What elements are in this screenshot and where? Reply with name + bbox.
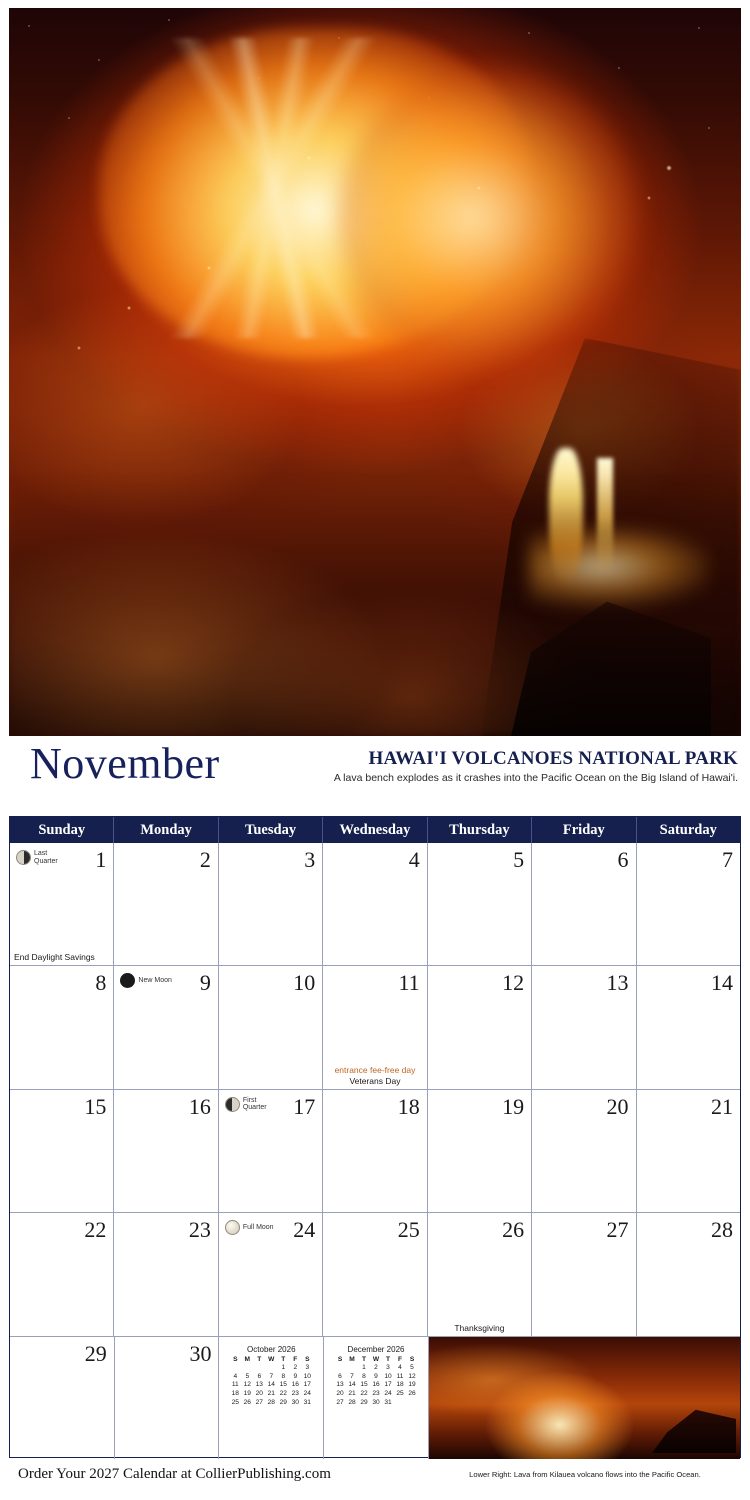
day-cell[interactable] xyxy=(219,966,323,1088)
mini-day: 1 xyxy=(362,1364,366,1372)
mini-month-december xyxy=(324,1337,429,1459)
day-number: 27 xyxy=(606,1217,629,1243)
mini-day: 20 xyxy=(255,1390,263,1397)
moon-label: New Moon xyxy=(138,977,172,985)
day-cell[interactable] xyxy=(114,1213,218,1335)
mini-day: 10 xyxy=(384,1372,392,1380)
day-number: 3 xyxy=(304,847,316,872)
mini-day: 8 xyxy=(362,1372,366,1380)
event-label-thanksgiving: Thanksgiving xyxy=(454,1322,505,1333)
week-row xyxy=(10,1090,740,1213)
week-row xyxy=(10,966,740,1089)
mini-dow: M xyxy=(244,1355,251,1363)
mini-day: 28 xyxy=(267,1398,275,1406)
mini-day xyxy=(241,1364,253,1373)
day-cell[interactable] xyxy=(323,1090,427,1212)
mini-day: 24 xyxy=(303,1390,311,1397)
mini-day: 15 xyxy=(279,1381,287,1389)
day-cell[interactable] xyxy=(323,843,427,965)
day-number: 14 xyxy=(710,970,733,996)
mini-day: 4 xyxy=(233,1372,238,1380)
day-number: 23 xyxy=(188,1217,211,1243)
day-cell[interactable] xyxy=(428,966,532,1088)
bottom-photo-caption: Lower Right: Lava from Kilauea volcano flows into the Pacific Ocean. xyxy=(469,1470,701,1479)
mini-day: 27 xyxy=(255,1398,263,1406)
day-number: 13 xyxy=(606,970,629,996)
day-cell[interactable] xyxy=(428,1213,532,1335)
moon-icon xyxy=(16,850,31,865)
dow-saturday: Saturday xyxy=(659,822,717,838)
mini-dow: T xyxy=(386,1355,391,1363)
dow-monday: Monday xyxy=(114,817,218,843)
dow-friday: Friday xyxy=(532,817,636,843)
mini-day: 22 xyxy=(360,1390,368,1397)
mini-month-table xyxy=(334,1356,418,1408)
month-title: November xyxy=(30,739,220,788)
mini-day: 5 xyxy=(410,1364,414,1372)
day-cell[interactable] xyxy=(428,1090,532,1212)
calendar-weeks xyxy=(10,843,740,1459)
mini-day: 3 xyxy=(305,1364,310,1372)
park-name: HAWAI'I VOLCANOES NATIONAL PARK xyxy=(368,748,738,769)
day-number: 11 xyxy=(398,970,420,996)
day-number: 5 xyxy=(513,847,525,872)
mini-dow: F xyxy=(293,1355,298,1363)
mini-day: 23 xyxy=(291,1390,299,1397)
mini-calendar xyxy=(219,1345,323,1408)
mini-day: 24 xyxy=(384,1390,392,1397)
mini-day: 16 xyxy=(291,1381,299,1389)
lava-ocean-thumbnail xyxy=(429,1337,740,1459)
day-cell[interactable] xyxy=(323,1213,427,1335)
mini-day: 13 xyxy=(336,1381,344,1389)
mini-day: 12 xyxy=(243,1381,251,1389)
mini-month-title: December 2026 xyxy=(347,1344,405,1354)
day-cell[interactable] xyxy=(10,1337,115,1459)
mini-dow: M xyxy=(349,1355,355,1363)
mini-day xyxy=(253,1364,265,1373)
mini-dow: W xyxy=(268,1355,275,1363)
mini-day: 9 xyxy=(293,1372,298,1380)
moon-label: First Quarter xyxy=(242,1096,267,1112)
mini-day: 29 xyxy=(360,1398,368,1406)
mini-day: 18 xyxy=(396,1381,404,1389)
day-cell[interactable] xyxy=(114,966,218,1088)
mini-day: 12 xyxy=(408,1372,416,1380)
mini-day: 23 xyxy=(372,1390,380,1397)
moon-icon xyxy=(225,1220,240,1235)
day-number: 28 xyxy=(710,1217,733,1243)
day-number: 6 xyxy=(617,847,629,872)
day-number: 26 xyxy=(502,1217,525,1243)
day-number: 18 xyxy=(397,1093,420,1119)
day-cell[interactable] xyxy=(637,1090,740,1212)
mini-day: 2 xyxy=(374,1364,378,1372)
mini-day: 26 xyxy=(408,1390,416,1397)
mini-day: 25 xyxy=(231,1398,239,1406)
day-number: 8 xyxy=(95,970,107,996)
day-cell[interactable] xyxy=(532,1090,636,1212)
mini-day xyxy=(334,1364,346,1373)
day-cell[interactable] xyxy=(115,1337,220,1459)
mini-day: 17 xyxy=(303,1381,311,1389)
dow-wednesday: Wednesday xyxy=(323,817,427,843)
mini-day xyxy=(229,1364,241,1373)
mini-day: 4 xyxy=(398,1364,402,1372)
mini-day: 9 xyxy=(374,1372,378,1380)
day-cell[interactable] xyxy=(532,1213,636,1335)
mini-day: 31 xyxy=(303,1398,311,1406)
day-cell[interactable] xyxy=(637,843,740,965)
mini-month-title: October 2026 xyxy=(247,1344,296,1354)
mini-day xyxy=(406,1399,418,1408)
mini-dow: S xyxy=(337,1355,343,1363)
day-cell[interactable] xyxy=(219,1213,323,1335)
mini-day: 14 xyxy=(348,1381,356,1389)
day-number: 4 xyxy=(408,847,420,872)
main-photo xyxy=(9,8,741,736)
mini-day: 30 xyxy=(291,1398,299,1406)
week-row xyxy=(10,1213,740,1336)
day-number: 2 xyxy=(199,847,211,872)
calendar-header xyxy=(0,739,750,808)
mini-dow: S xyxy=(233,1355,238,1363)
day-number: 30 xyxy=(189,1340,212,1366)
mini-day: 2 xyxy=(293,1364,298,1372)
mini-day: 8 xyxy=(281,1372,286,1380)
dow-thursday: Thursday xyxy=(428,817,532,843)
mini-day: 6 xyxy=(338,1372,342,1380)
day-cell[interactable] xyxy=(323,966,427,1088)
day-cell[interactable] xyxy=(10,1213,114,1335)
mini-day: 5 xyxy=(245,1372,250,1380)
moon-label: Full Moon xyxy=(242,1223,274,1231)
mini-day: 6 xyxy=(257,1372,262,1380)
mini-day: 19 xyxy=(408,1381,416,1389)
mini-day: 30 xyxy=(372,1398,380,1406)
day-cell[interactable] xyxy=(114,1090,218,1212)
mini-day: 13 xyxy=(255,1381,263,1389)
day-number: 15 xyxy=(84,1093,107,1119)
day-number: 16 xyxy=(188,1093,211,1119)
mini-day: 26 xyxy=(243,1398,251,1406)
day-number: 21 xyxy=(710,1093,733,1119)
mini-dow: T xyxy=(281,1355,286,1363)
day-cell[interactable] xyxy=(114,843,218,965)
day-cell[interactable] xyxy=(532,966,636,1088)
mini-day: 17 xyxy=(384,1381,392,1389)
mini-day: 29 xyxy=(279,1398,287,1406)
mini-day: 7 xyxy=(350,1372,354,1380)
day-cell[interactable] xyxy=(219,1090,323,1212)
moon-icon xyxy=(120,973,135,988)
mini-day: 20 xyxy=(336,1390,344,1397)
park-description: A lava bench explodes as it crashes into the Pacific Ocean on the Big Island of Hawai'i. xyxy=(333,772,738,784)
day-number: 7 xyxy=(721,847,733,872)
event-label-veterans-day: Veterans Day xyxy=(349,1075,401,1086)
mini-day: 14 xyxy=(267,1381,275,1389)
mini-day: 18 xyxy=(231,1390,239,1397)
mini-dow: W xyxy=(372,1355,380,1363)
day-cell[interactable] xyxy=(10,843,114,965)
day-number: 20 xyxy=(606,1093,629,1119)
mini-day: 21 xyxy=(348,1390,356,1397)
moon-icon xyxy=(225,1097,240,1112)
mini-dow: F xyxy=(398,1355,403,1363)
mini-day xyxy=(265,1364,277,1373)
moon-phase-full-moon xyxy=(225,1220,274,1235)
day-number: 24 xyxy=(293,1217,316,1243)
mini-day: 31 xyxy=(384,1398,392,1406)
mini-day: 28 xyxy=(348,1398,356,1406)
mini-day: 27 xyxy=(336,1398,344,1406)
bottom-right-photo-cell xyxy=(429,1337,740,1459)
mini-day xyxy=(394,1399,406,1408)
day-number: 1 xyxy=(95,847,107,872)
day-number: 9 xyxy=(199,970,211,996)
mini-month-october xyxy=(219,1337,324,1459)
day-number: 25 xyxy=(397,1217,420,1243)
mini-day: 25 xyxy=(396,1390,404,1397)
mini-dow: S xyxy=(409,1355,415,1363)
mini-day: 22 xyxy=(279,1390,287,1397)
event-label: End Daylight Savings xyxy=(14,952,95,963)
day-number: 10 xyxy=(293,970,316,996)
moon-phase-last-quarter xyxy=(16,850,68,865)
mini-day: 19 xyxy=(243,1390,251,1397)
mini-day: 1 xyxy=(281,1364,286,1372)
dow-sunday: Sunday xyxy=(10,817,114,843)
day-number: 22 xyxy=(84,1217,107,1243)
mini-month-table xyxy=(229,1356,313,1408)
day-cell[interactable] xyxy=(10,1090,114,1212)
day-cell[interactable] xyxy=(637,966,740,1088)
day-cell[interactable] xyxy=(428,843,532,965)
mini-dow: T xyxy=(257,1355,262,1363)
mini-day: 10 xyxy=(303,1372,311,1380)
mini-day: 3 xyxy=(386,1364,390,1372)
day-number: 29 xyxy=(84,1340,107,1366)
mini-calendar xyxy=(324,1345,428,1408)
calendar-grid xyxy=(9,816,741,1458)
moon-phase-first-quarter xyxy=(225,1097,277,1112)
day-cell[interactable] xyxy=(532,843,636,965)
moon-phase-new-moon xyxy=(120,973,171,988)
day-number: 12 xyxy=(502,970,525,996)
day-number: 17 xyxy=(293,1093,316,1119)
day-cell[interactable] xyxy=(219,843,323,965)
week-row xyxy=(10,1337,740,1459)
mini-day: 16 xyxy=(372,1381,380,1389)
mini-day: 7 xyxy=(269,1372,274,1380)
mini-day: 15 xyxy=(360,1381,368,1389)
dow-tuesday: Tuesday xyxy=(219,817,323,843)
day-of-week-row xyxy=(10,817,740,843)
mini-day: 21 xyxy=(267,1390,275,1397)
mini-day: 11 xyxy=(231,1381,239,1389)
event-label-fee-free: entrance fee-free day xyxy=(334,1064,416,1075)
day-cell[interactable] xyxy=(10,966,114,1088)
order-text[interactable]: Order Your 2027 Calendar at CollierPublishing.com xyxy=(18,1466,331,1482)
mini-dow: T xyxy=(362,1355,367,1363)
moon-label: Last Quarter xyxy=(34,850,58,865)
mini-day xyxy=(346,1364,358,1373)
mini-day: 11 xyxy=(396,1372,404,1380)
day-cell[interactable] xyxy=(637,1213,740,1335)
week-row xyxy=(10,843,740,966)
day-number: 19 xyxy=(502,1093,525,1119)
mini-dow: S xyxy=(305,1355,310,1363)
